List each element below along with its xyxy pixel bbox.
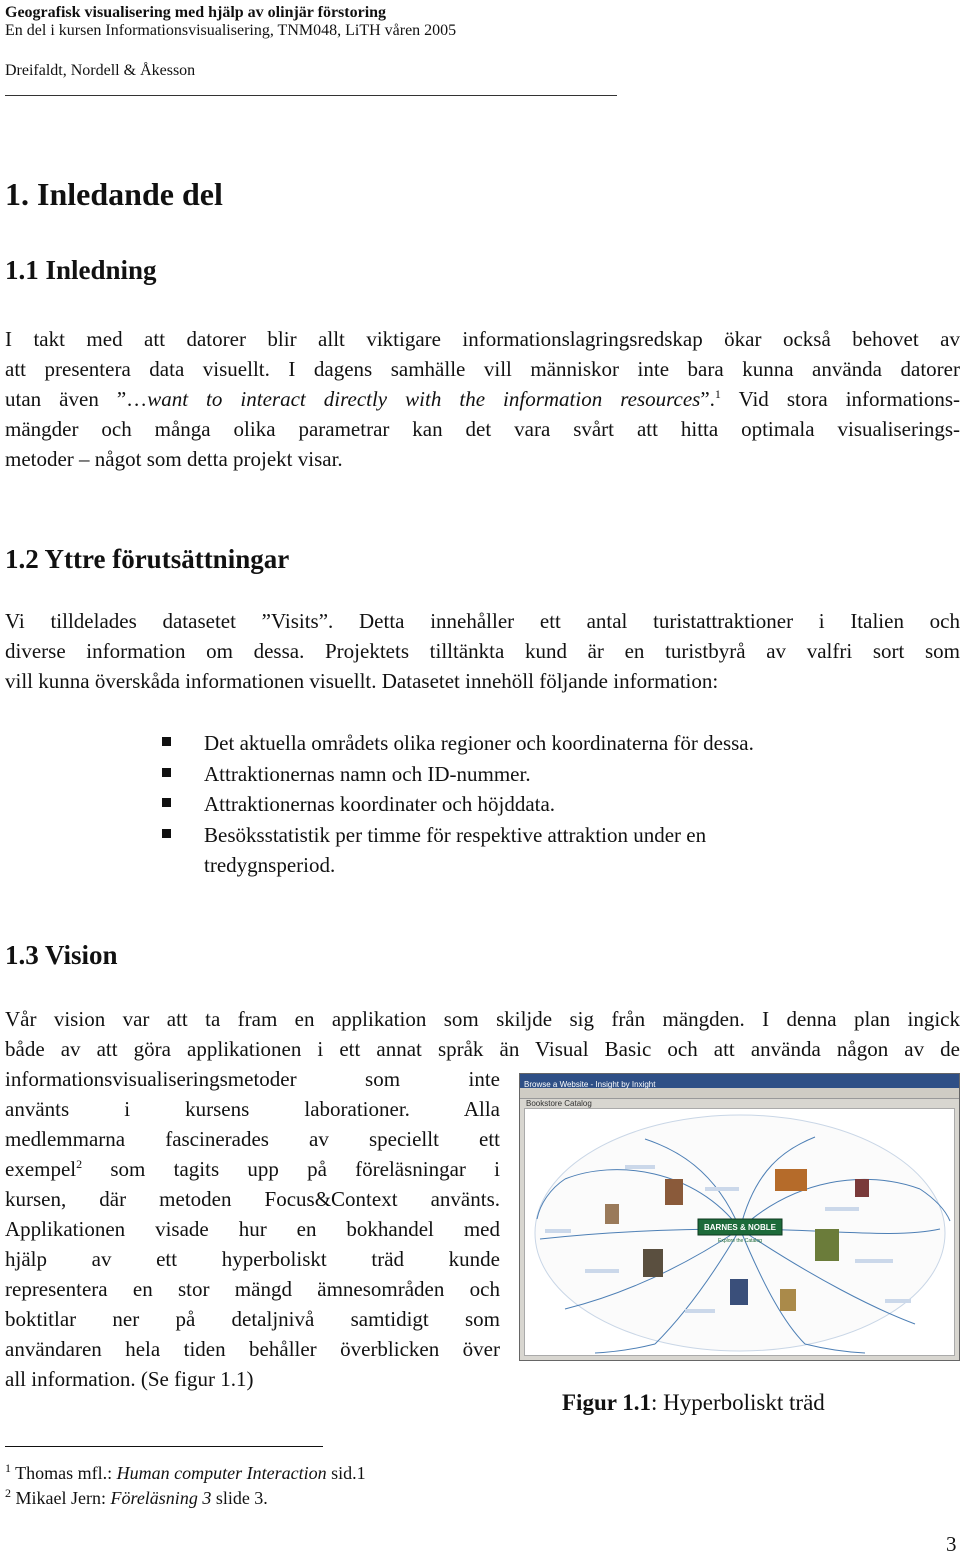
quote-open: utan även ”… <box>5 387 148 411</box>
paragraph-line: mängder och många olika parametrar kan det vara svårt att hitta optimala visualiserings- <box>5 417 960 441</box>
figure-canvas <box>524 1108 955 1356</box>
bullet-square-icon <box>162 798 171 807</box>
list-item <box>160 728 754 759</box>
footnote-number: 2 <box>5 1486 11 1500</box>
paragraph-line: I takt med att datorer blir allt viktigare informationslagringsredskap ökar också behovet av <box>5 327 960 351</box>
paragraph-line: både av att göra applikationen i ett annat språk än Visual Basic och att använda någon av de <box>5 1037 960 1061</box>
list-item <box>160 789 754 820</box>
chapter-heading: 1. Inledande del <box>5 176 223 212</box>
list-item-text: Besöksstatistik per timme för respektive attraktion under en <box>204 822 707 847</box>
paragraph-line: kursen, där metoden Focus&Context använts. <box>5 1187 500 1211</box>
paragraph-line: medlemmarna fascinerades av speciellt ett <box>5 1127 500 1151</box>
header-divider <box>5 95 617 96</box>
footnote-text: Thomas mfl.: <box>11 1463 117 1483</box>
hyperbolic-tree-graphic <box>525 1109 956 1357</box>
section-1-3-paragraph-full <box>5 1004 960 1064</box>
document-authors: Dreifaldt, Nordell & Åkesson <box>5 62 196 79</box>
paragraph-line: diverse information om dessa. Projektets tilltänkta kund är en turistbyrå av valfri sort som <box>5 639 960 663</box>
footnote-divider <box>5 1446 323 1447</box>
section-1-3-paragraph-wrapped <box>5 1064 500 1394</box>
section-heading-1-3: 1.3 Vision <box>5 940 118 970</box>
paragraph-line <box>5 384 960 414</box>
footnote-text: slide 3. <box>211 1488 268 1508</box>
paragraph-line: boktitlar ner på detaljnivå samtidigt som <box>5 1307 500 1331</box>
section-heading-1-1: 1.1 Inledning <box>5 255 157 285</box>
footnote-text: sid.1 <box>326 1463 366 1483</box>
list-item-text: Attraktionernas namn och ID-nummer. <box>204 761 531 786</box>
figure-window-title: Browse a Website - Insight by Inxight <box>524 1080 656 1089</box>
list-item-text: Attraktionernas koordinater och höjddata. <box>204 792 556 816</box>
paragraph-line: vill kunna överskåda informationen visuellt. Datasetet innehöll följande information: <box>5 669 719 693</box>
footnote-source-title: Human computer Interaction <box>116 1463 327 1483</box>
paragraph-line: använts i kursens laborationer. Alla <box>5 1097 500 1121</box>
figure-caption-text: : Hyperboliskt träd <box>651 1390 825 1415</box>
paragraph-line: att presentera data visuellt. I dagens samhälle vill människor inte bara kunna använda datorer <box>5 357 960 381</box>
footnote-number: 1 <box>5 1461 11 1475</box>
figure-pane-label: Bookstore Catalog <box>526 1099 592 1108</box>
paragraph-line: Vår vision var att ta fram en applikation som skiljde sig från mängden. I denna plan ingick <box>5 1007 960 1031</box>
paragraph-line: Vi tilldelades datasetet ”Visits”. Detta innehåller ett antal turistattraktioner i Italien och <box>5 609 960 633</box>
center-node-sublabel: Explore the Catalog <box>718 1238 762 1244</box>
center-node-label: BARNES & NOBLE <box>703 1223 777 1232</box>
paragraph-line: metoder – något som detta projekt visar. <box>5 447 343 471</box>
figure-hyperbolic-tree <box>519 1073 960 1361</box>
footnote-ref-2[interactable]: 2 <box>76 1157 83 1171</box>
bullet-square-icon <box>162 768 171 777</box>
list-item-continuation <box>160 850 754 881</box>
figure-caption <box>562 1390 825 1416</box>
paragraph-text: exempel <box>5 1157 77 1181</box>
paragraph-line: hjälp av ett hyperboliskt träd kunde <box>5 1247 500 1271</box>
footnote-2 <box>5 1488 268 1509</box>
section-1-1-paragraph <box>5 324 960 474</box>
footnote-text: Mikael Jern: <box>11 1488 111 1508</box>
footnote-ref-1[interactable]: 1 <box>714 387 721 401</box>
paragraph-line: all information. (Se figur 1.1) <box>5 1367 254 1391</box>
page-number: 3 <box>946 1532 957 1556</box>
list-item <box>160 820 754 851</box>
paragraph-line: informationsvisualiseringsmetoder som inte <box>5 1067 500 1091</box>
footnote-1 <box>5 1463 366 1484</box>
dataset-bullet-list <box>160 728 754 881</box>
paragraph-line: användaren hela tiden behåller överblicken över <box>5 1337 500 1361</box>
figure-caption-number: Figur 1.1 <box>562 1390 652 1415</box>
quote-text: want to interact directly with the information resources <box>147 387 701 411</box>
figure-window-menubar <box>520 1088 959 1099</box>
list-item-text: Det aktuella områdets olika regioner och koordinaterna för dessa. <box>204 731 754 755</box>
paragraph-line <box>5 1154 500 1184</box>
document-subtitle: En del i kursen Informationsvisualisering, TNM048, LiTH våren 2005 <box>5 22 457 39</box>
bullet-square-icon <box>162 737 171 746</box>
footnote-source-title: Föreläsning 3 <box>110 1488 212 1508</box>
paragraph-line: representera en stor mängd ämnesområden och <box>5 1277 500 1301</box>
section-heading-1-2: 1.2 Yttre förutsättningar <box>5 544 290 574</box>
section-1-2-paragraph <box>5 606 960 696</box>
document-title: Geografisk visualisering med hjälp av olinjär förstoring <box>5 4 387 21</box>
list-item <box>160 759 754 790</box>
quote-close: ”. <box>700 387 715 411</box>
figure-window-titlebar <box>520 1074 959 1088</box>
paragraph-text: som tagits upp på föreläsningar i <box>82 1157 500 1181</box>
list-item-text: tredygnsperiod. <box>204 853 336 877</box>
paragraph-line: Applikationen visade hur en bokhandel med <box>5 1217 500 1241</box>
bullet-square-icon <box>162 829 171 838</box>
paragraph-text: Vid stora informations- <box>720 387 960 411</box>
